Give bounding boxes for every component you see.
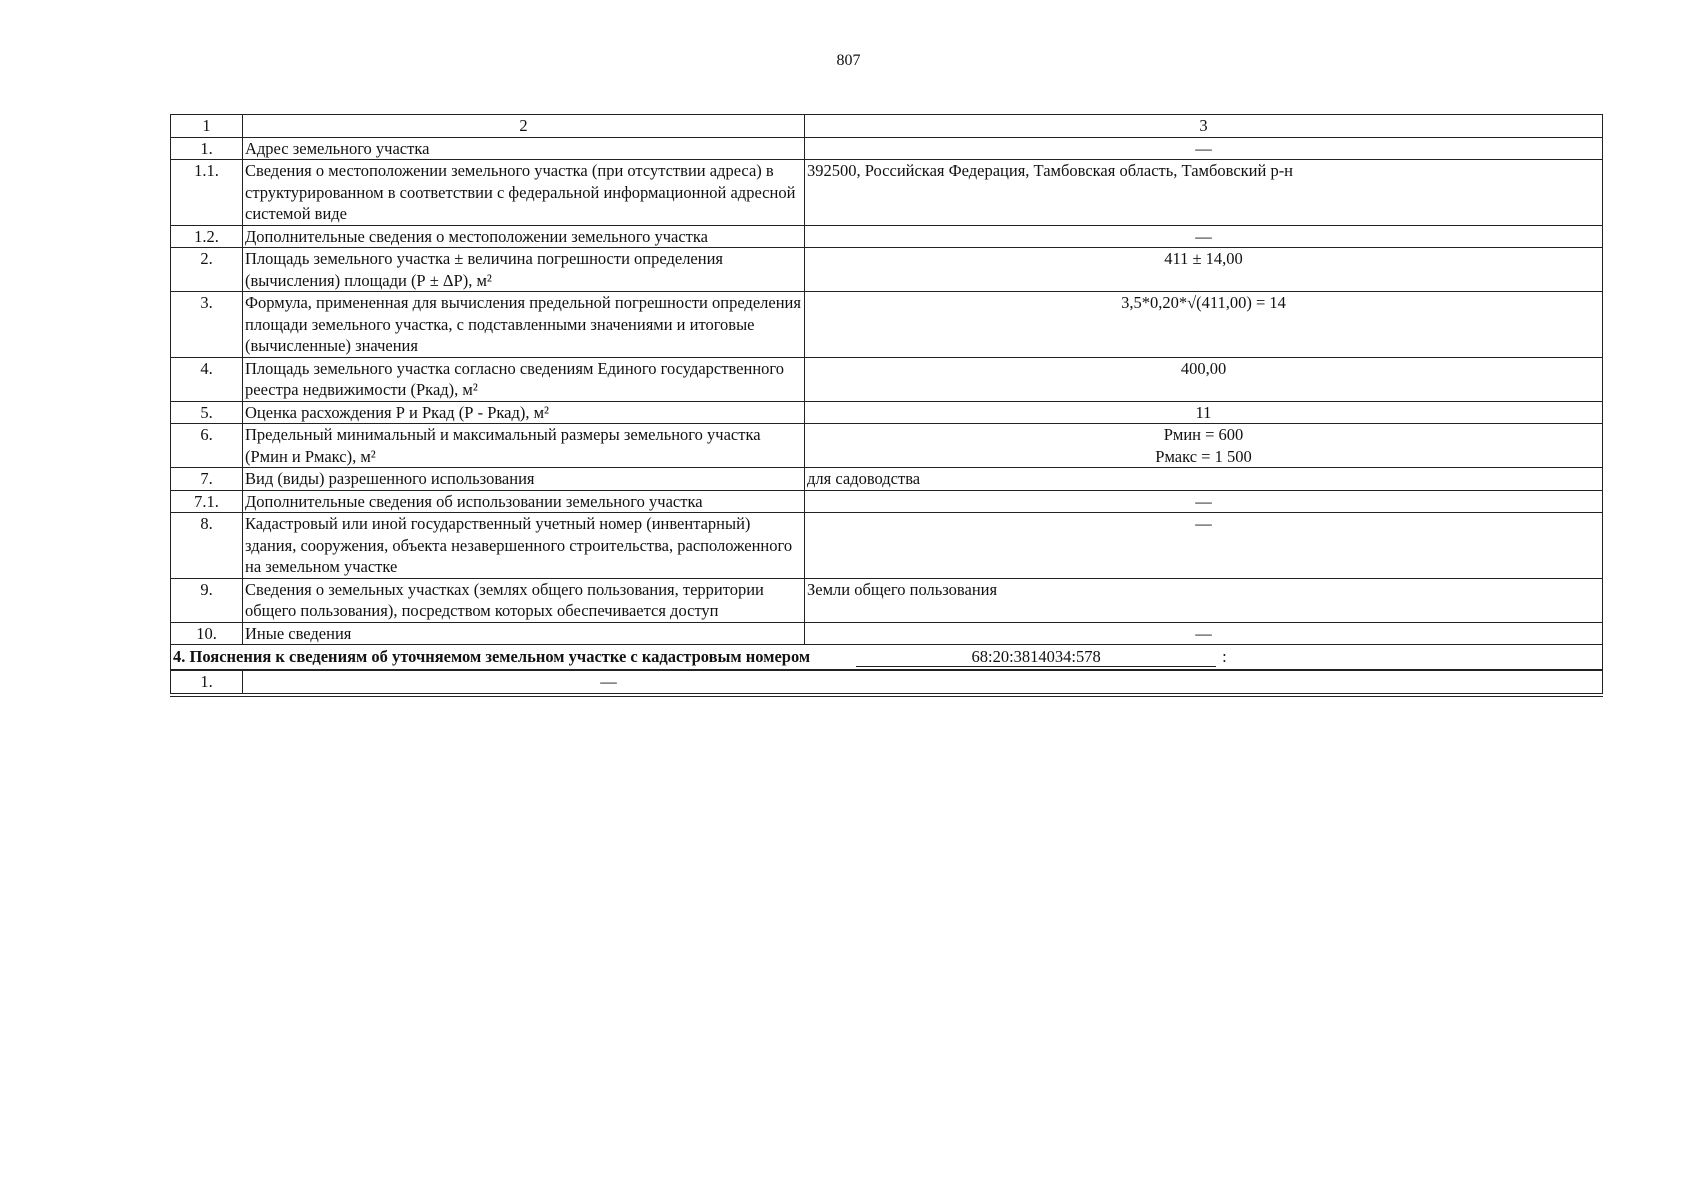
row-label: Оценка расхождения Р и Ркад (Р - Ркад), м² <box>243 401 805 424</box>
row-value: 3,5*0,20*√(411,00) = 14 <box>805 292 1603 358</box>
row-value: — <box>805 225 1603 248</box>
row-label: Формула, примененная для вычисления предельной погрешности определения площади земельного участка, с подставленными значениями и итоговые (вычисленные) значения <box>243 292 805 358</box>
row-value <box>805 424 1603 468</box>
row-number: 7.1. <box>171 490 243 513</box>
table-row <box>171 424 1603 468</box>
row-number: 4. <box>171 357 243 401</box>
table-row <box>171 225 1603 248</box>
section-4-colon: : <box>1222 647 1227 666</box>
row-value: — <box>805 490 1603 513</box>
row-label: Адрес земельного участка <box>243 137 805 160</box>
row-label: Предельный минимальный и максимальный размеры земельного участка (Рмин и Рмакс), м² <box>243 424 805 468</box>
row-label: Кадастровый или иной государственный учетный номер (инвентарный) здания, сооружения, объекта незавершенного строительства, расположенного на земельном участке <box>243 513 805 579</box>
row-label: Сведения о земельных участках (землях общего пользования, территории общего пользования), посредством которых обеспечивается доступ <box>243 578 805 622</box>
table-row <box>171 468 1603 491</box>
row-number: 1. <box>171 137 243 160</box>
table-row <box>171 357 1603 401</box>
section-4-heading-row <box>171 645 1603 670</box>
row-number: 7. <box>171 468 243 491</box>
row-label: Сведения о местоположении земельного участка (при отсутствии адреса) в структурированном в соответствии с федеральной информационной адресной системой виде <box>243 160 805 226</box>
table-row <box>171 622 1603 645</box>
p-min-value: Рмин = 600 <box>1163 425 1244 444</box>
section-4-heading <box>171 645 1603 670</box>
header-col-2: 2 <box>243 115 805 138</box>
row-number: 10. <box>171 622 243 645</box>
table-row <box>171 490 1603 513</box>
row-value: 411 ± 14,00 <box>805 248 1603 292</box>
row-value: Земли общего пользования <box>805 578 1603 622</box>
table-row <box>171 578 1603 622</box>
row-value: — <box>243 670 1603 695</box>
row-value: — <box>805 137 1603 160</box>
row-label: Дополнительные сведения о местоположении земельного участка <box>243 225 805 248</box>
row-value: 392500, Российская Федерация, Тамбовская область, Тамбовский р-н <box>805 160 1603 226</box>
row-value: — <box>805 622 1603 645</box>
row-number: 8. <box>171 513 243 579</box>
row-label: Иные сведения <box>243 622 805 645</box>
row-value: 11 <box>805 401 1603 424</box>
section-4-title: 4. Пояснения к сведениям об уточняемом земельном участке с кадастровым номером <box>173 647 811 666</box>
page-number: 807 <box>836 52 861 69</box>
row-label: Площадь земельного участка ± величина погрешности определения (вычисления) площади (Р ± ΔР), м² <box>243 248 805 292</box>
row-number: 1. <box>171 670 243 695</box>
table-row <box>171 248 1603 292</box>
header-col-3: 3 <box>805 115 1603 138</box>
header-row <box>171 115 1603 138</box>
row-label: Площадь земельного участка согласно сведениям Единого государственного реестра недвижимости (Ркад), м² <box>243 357 805 401</box>
header-col-1: 1 <box>171 115 243 138</box>
row-number: 2. <box>171 248 243 292</box>
row-number: 6. <box>171 424 243 468</box>
table-row <box>171 513 1603 579</box>
p-max-value: Рмакс = 1 500 <box>1155 446 1252 466</box>
table-row <box>171 292 1603 358</box>
row-number: 3. <box>171 292 243 358</box>
cadastral-number: 68:20:3814034:578 <box>856 647 1216 667</box>
row-value: для садоводства <box>805 468 1603 491</box>
table-row <box>171 137 1603 160</box>
section-4-row <box>171 670 1603 695</box>
row-number: 1.1. <box>171 160 243 226</box>
row-number: 9. <box>171 578 243 622</box>
row-label: Вид (виды) разрешенного использования <box>243 468 805 491</box>
row-number: 5. <box>171 401 243 424</box>
row-value: 400,00 <box>805 357 1603 401</box>
land-plot-table <box>170 114 1603 697</box>
row-label: Дополнительные сведения об использовании земельного участка <box>243 490 805 513</box>
row-value: — <box>805 513 1603 579</box>
table-row <box>171 401 1603 424</box>
row-number: 1.2. <box>171 225 243 248</box>
table-row <box>171 160 1603 226</box>
